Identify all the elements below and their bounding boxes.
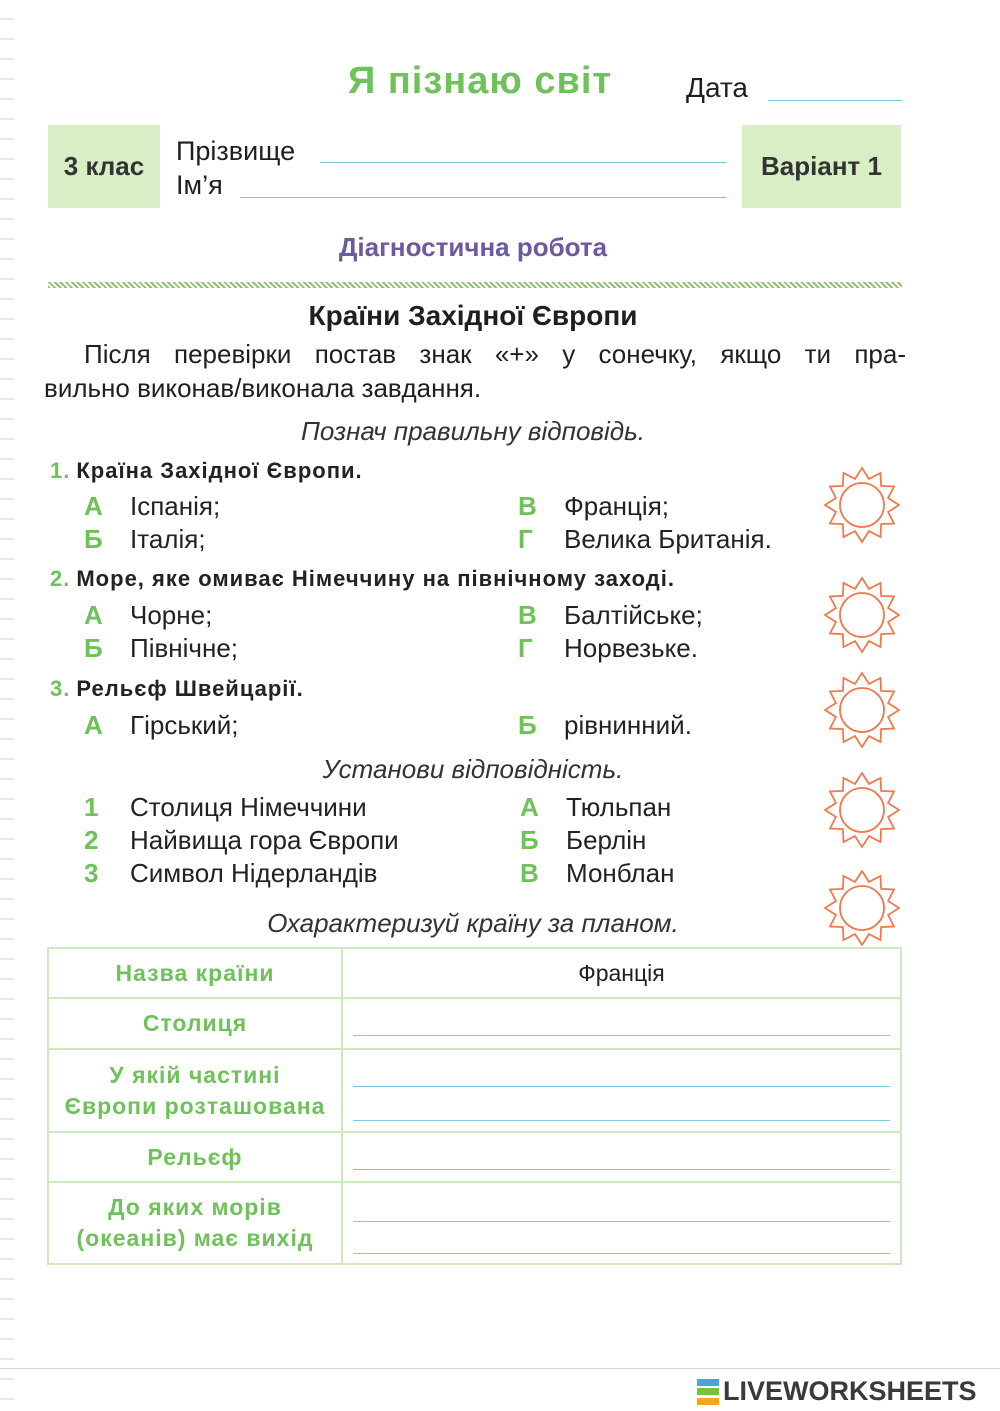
section-heading-choose: Познач правильну відповідь.: [300, 416, 646, 446]
page-title: Я пізнаю світ: [347, 60, 613, 102]
answer-cell[interactable]: [342, 998, 901, 1049]
option-letter: Б: [518, 710, 537, 740]
question-text: Країна Західної Європи.: [76, 458, 363, 483]
section-heading-match: Установи відповідність.: [322, 754, 624, 784]
option-text: Норвезьке.: [564, 633, 698, 663]
q1-option-a[interactable]: [84, 491, 220, 522]
question-2: [50, 566, 675, 592]
sun-checkbox-icon[interactable]: [823, 869, 901, 947]
match-left-1: [84, 792, 367, 823]
q2-option-g[interactable]: [518, 633, 698, 664]
match-text: Столиця Німеччини: [130, 792, 367, 822]
row-label-text: Європи розташована: [64, 1092, 326, 1119]
option-text: Північне;: [130, 633, 238, 663]
country-name: Франція: [578, 959, 665, 986]
option-letter: В: [518, 600, 537, 630]
answer-line[interactable]: [353, 1086, 890, 1087]
option-text: рівнинний.: [564, 710, 692, 740]
match-left-2: [84, 825, 399, 856]
row-label-text: Назва країни: [115, 959, 275, 986]
question-number: 1.: [50, 458, 71, 483]
answer-line[interactable]: [353, 1035, 890, 1036]
row-label-text: Рельєф: [147, 1143, 243, 1170]
option-text: Гірський;: [130, 710, 239, 740]
date-label: Дата: [686, 72, 749, 103]
hatched-divider: [48, 282, 902, 288]
row-label: [48, 1049, 342, 1132]
match-letter: В: [520, 858, 539, 888]
match-right-b: [520, 825, 646, 856]
match-right-v: [520, 858, 674, 889]
option-letter: В: [518, 491, 537, 521]
match-text: Берлін: [566, 825, 647, 855]
q3-option-b[interactable]: [518, 710, 692, 741]
option-text: Велика Британія.: [564, 524, 772, 554]
match-text: Тюльпан: [566, 792, 672, 822]
match-letter: Б: [520, 825, 539, 855]
question-text: Рельєф Швейцарії.: [76, 676, 304, 701]
option-text: Франція;: [564, 491, 670, 521]
topic-title: Країни Західної Європи: [308, 300, 638, 331]
row-label: [48, 1182, 342, 1264]
q2-option-a[interactable]: [84, 600, 212, 631]
table-row: [48, 948, 901, 998]
option-letter: Б: [84, 524, 103, 554]
q1-option-g[interactable]: [518, 524, 772, 555]
match-left-3: [84, 858, 377, 889]
answer-cell[interactable]: [342, 1049, 901, 1132]
question-text: Море, яке омиває Німеччину на північному заході.: [76, 566, 675, 591]
q1-option-v[interactable]: [518, 491, 669, 522]
answer-line[interactable]: [353, 1221, 890, 1222]
date-input-line[interactable]: [768, 100, 902, 101]
match-right-a: [520, 792, 671, 823]
table-row: [48, 1132, 901, 1182]
option-letter: Б: [84, 633, 103, 663]
table-row: [48, 1182, 901, 1264]
option-text: Іспанія;: [130, 491, 221, 521]
liveworksheets-logo-icon: [697, 1379, 719, 1405]
instructions: [44, 337, 906, 405]
row-label: [48, 998, 342, 1049]
option-letter: Г: [518, 633, 533, 663]
brand-watermark: [697, 1376, 977, 1407]
surname-input-line[interactable]: [320, 162, 726, 163]
page-bottom-rule: [0, 1368, 1000, 1369]
row-label: [48, 948, 342, 998]
answer-cell[interactable]: [342, 1132, 901, 1182]
name-input-line[interactable]: [240, 197, 726, 198]
instructions-line-2: вильно виконав/виконала завдання.: [44, 373, 482, 403]
option-letter: Г: [518, 524, 533, 554]
grade-badge: 3 клас: [48, 125, 160, 208]
q3-option-a[interactable]: [84, 710, 239, 741]
section-heading-plan: Охарактеризуй країну за планом.: [267, 908, 679, 938]
match-text: Найвища гора Європи: [130, 825, 399, 855]
sun-checkbox-icon[interactable]: [823, 671, 901, 749]
instructions-line-1: Після перевірки постав знак «+» у сонечку, якщо ти пра-: [84, 339, 906, 369]
q1-option-b[interactable]: [84, 524, 206, 555]
row-label: [48, 1132, 342, 1182]
name-label: Ім’я: [176, 170, 223, 200]
option-text: Чорне;: [130, 600, 213, 630]
match-text: Символ Нідерландів: [130, 858, 378, 888]
option-letter: А: [84, 491, 103, 521]
brand-text: LIVEWORKSHEETS: [723, 1376, 977, 1406]
surname-label: Прізвище: [176, 136, 296, 166]
question-number: 3.: [50, 676, 71, 701]
match-letter: А: [520, 792, 539, 822]
answer-line[interactable]: [353, 1169, 890, 1170]
q2-option-b[interactable]: [84, 633, 238, 664]
match-number: 3: [84, 858, 99, 888]
answer-line[interactable]: [353, 1120, 890, 1121]
question-1: [50, 458, 363, 484]
option-text: Італія;: [130, 524, 206, 554]
variant-badge: Варіант 1: [742, 125, 901, 208]
question-3: [50, 676, 304, 702]
row-label-text: Столиця: [142, 1010, 248, 1036]
question-number: 2.: [50, 566, 71, 591]
page-edge: [0, 0, 14, 1411]
sun-checkbox-icon[interactable]: [823, 576, 901, 654]
match-number: 1: [84, 792, 99, 822]
option-letter: А: [84, 710, 103, 740]
row-label-text: До яких морів: [108, 1194, 282, 1220]
row-label-text: У якій частині: [109, 1061, 281, 1088]
sun-checkbox-icon[interactable]: [823, 466, 901, 544]
country-plan-table: [47, 947, 902, 1265]
option-text: Балтійське;: [564, 600, 703, 630]
q2-option-v[interactable]: [518, 600, 703, 631]
match-number: 2: [84, 825, 99, 855]
table-row: [48, 1049, 901, 1132]
row-label-text: (океанів) має вихід: [76, 1225, 314, 1251]
answer-line[interactable]: [353, 1253, 890, 1254]
work-title: Діагностична робота: [338, 232, 608, 262]
sun-checkbox-icon[interactable]: [823, 771, 901, 849]
answer-cell[interactable]: [342, 1182, 901, 1264]
table-row: [48, 998, 901, 1049]
match-text: Монблан: [566, 858, 675, 888]
option-letter: А: [84, 600, 103, 630]
country-cell: [342, 948, 901, 998]
